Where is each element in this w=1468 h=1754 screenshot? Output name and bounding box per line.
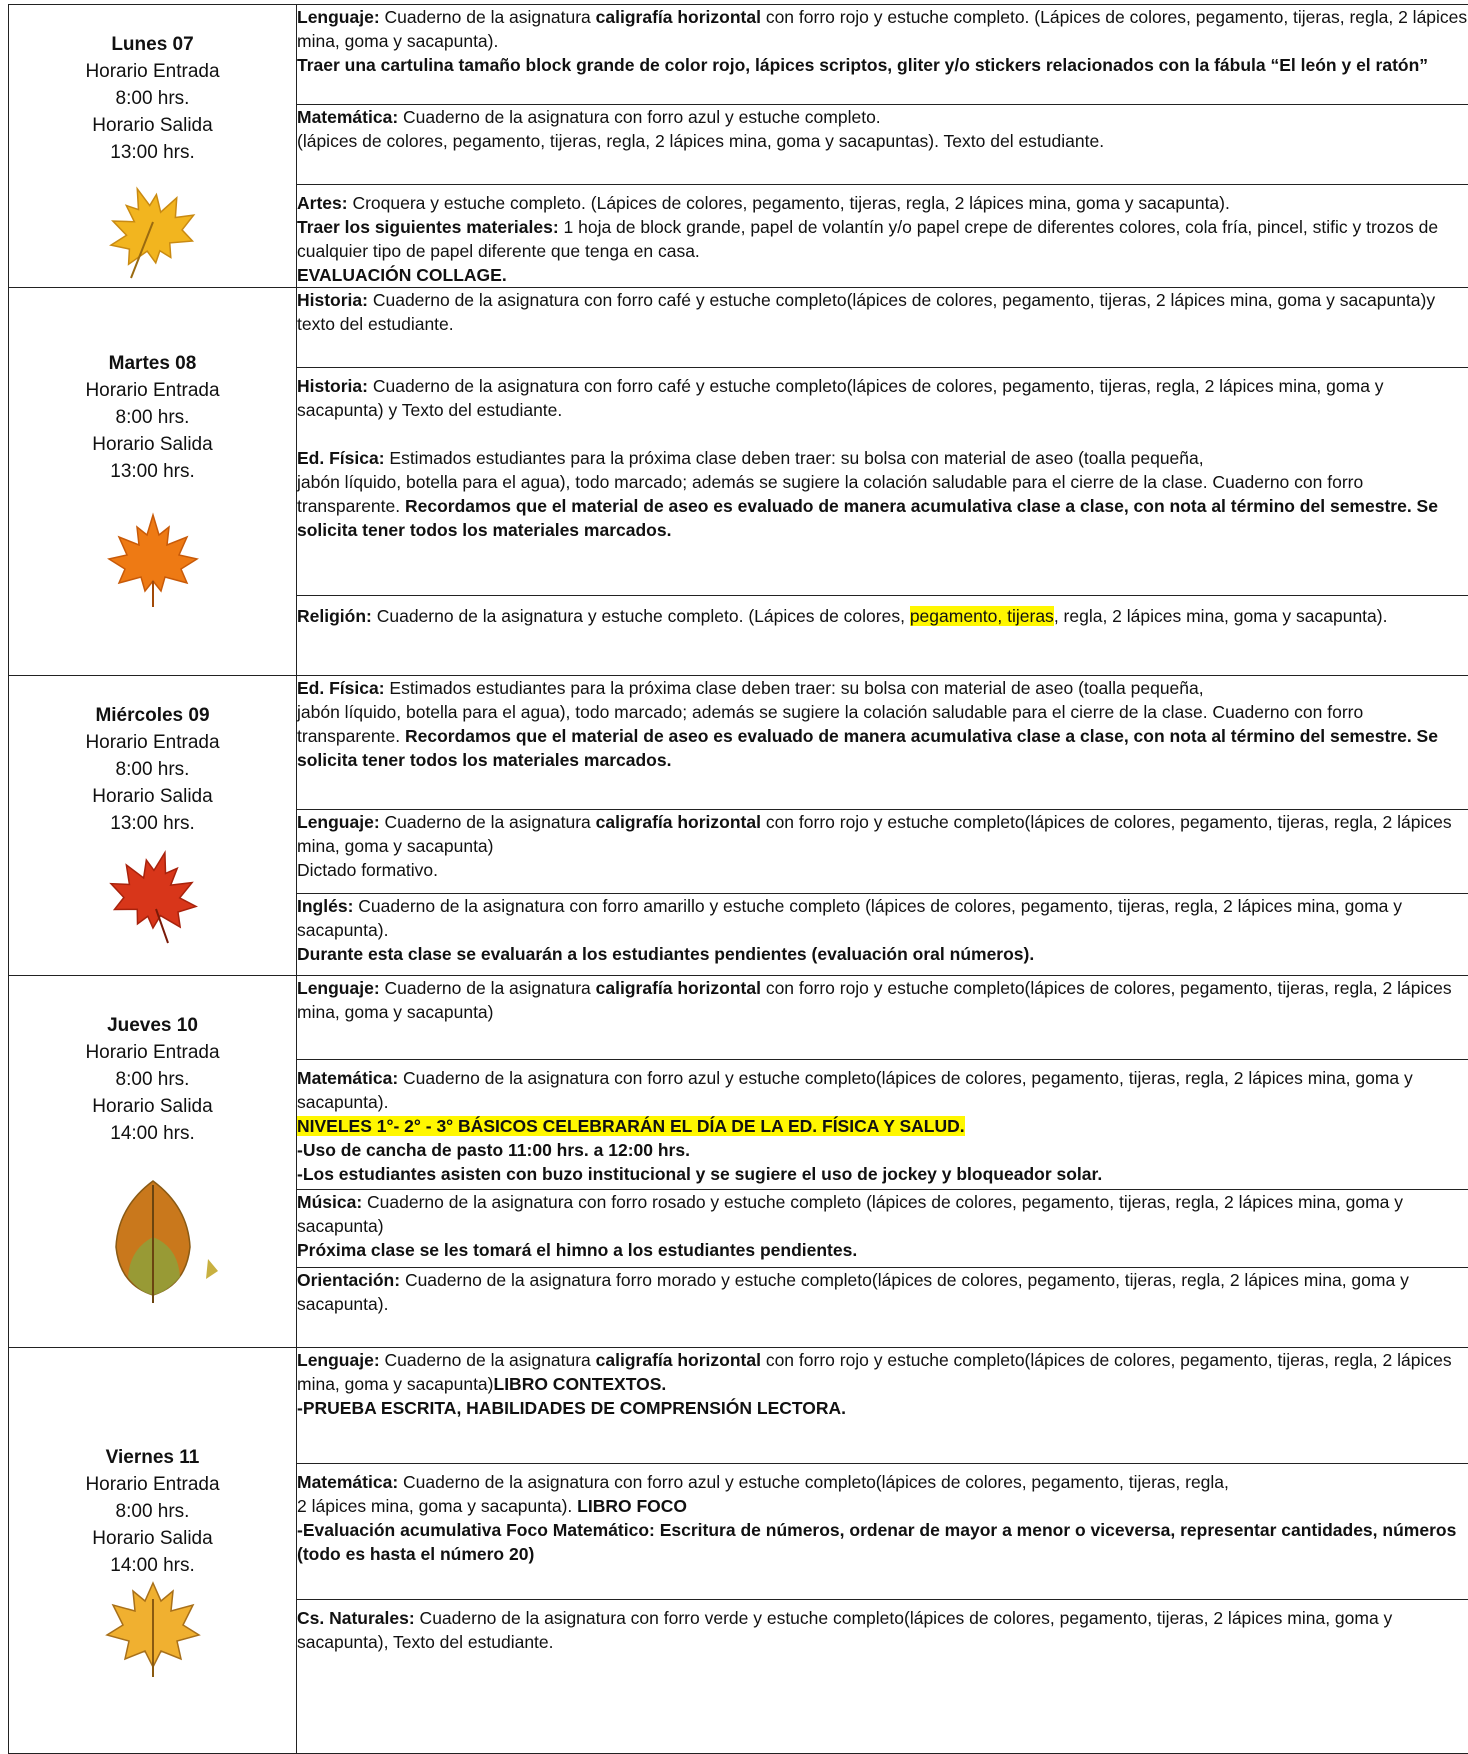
subject-ingles [297, 894, 1468, 976]
salida-time: 13:00 hrs. [110, 810, 195, 837]
subject-text: Cuaderno de la asignatura con forro azul y estuche completo. [398, 107, 881, 127]
entrada-label: Horario Entrada [85, 1039, 219, 1066]
subject-label: Lenguaje: [297, 978, 380, 998]
subject-label: Religión: [297, 606, 372, 626]
subject-text: con forro rojo y estuche completo(lápices de colores, pegamento, tijeras, regla, 2 lápices mina, goma y sacapunta) [297, 812, 1452, 856]
subject-text: Cuaderno de la asignatura [380, 978, 596, 998]
day-cell-miercoles [9, 676, 297, 976]
day-cell-jueves [9, 976, 297, 1348]
salida-time: 14:00 hrs. [110, 1552, 195, 1579]
subject-text: con forro rojo y estuche completo(lápices de colores, pegamento, tijeras, regla, 2 lápices mina, goma y sacapunta) [297, 978, 1452, 1022]
subject-matematica [297, 1464, 1468, 1600]
salida-time: 13:00 hrs. [110, 139, 195, 166]
subject-text: (lápices de colores, pegamento, tijeras, regla, 2 lápices mina, goma y sacapuntas). Texto del estudiante. [297, 129, 1468, 153]
day-name: Miércoles 09 [95, 702, 209, 729]
subject-text: Cuaderno de la asignatura con forro verde y estuche completo(lápices de colores, pegamento, tijeras, 2 lápices mina, goma y sacapunta), Texto del estudiante. [297, 1608, 1392, 1652]
subject-label: Lenguaje: [297, 7, 380, 27]
entrada-time: 8:00 hrs. [116, 404, 190, 431]
salida-label: Horario Salida [92, 431, 212, 458]
day-cell-lunes [9, 5, 297, 288]
salida-time: 14:00 hrs. [110, 1120, 195, 1147]
subject-label: Matemática: [297, 107, 398, 127]
entrada-label: Horario Entrada [85, 1471, 219, 1498]
subject-label: Traer los siguientes materiales: [297, 217, 559, 237]
subject-label: Inglés: [297, 896, 353, 916]
weekly-schedule-table [8, 4, 1468, 1754]
subject-text: Croquera y estuche completo. (Lápices de colores, pegamento, tijeras, regla, 2 lápices mina, goma y sacapunta). [348, 193, 1230, 213]
entrada-time: 8:00 hrs. [116, 1498, 190, 1525]
subject-text: con forro rojo y estuche completo. (Lápices de colores, pegamento, tijeras, regla, 2 lápices mina, goma y sacapunta). [297, 7, 1467, 51]
subject-text: Dictado formativo. [297, 858, 1468, 882]
subject-orientacion [297, 1268, 1468, 1348]
subject-historia-edfisica [297, 368, 1468, 596]
red-maple-leaf-icon [98, 847, 208, 947]
subject-religion [297, 596, 1468, 676]
day-name: Lunes 07 [111, 31, 193, 58]
salida-label: Horario Salida [92, 1525, 212, 1552]
subject-text: , regla, 2 lápices mina, goma y sacapunta). [1054, 606, 1388, 626]
subject-matematica [297, 1060, 1468, 1190]
subject-historia [297, 288, 1468, 368]
subject-cs-naturales [297, 1600, 1468, 1754]
subject-note: -Uso de cancha de pasto 11:00 hrs. a 12:00 hrs. [297, 1138, 1468, 1162]
entrada-label: Horario Entrada [85, 729, 219, 756]
subject-musica [297, 1190, 1468, 1268]
subject-lenguaje [297, 810, 1468, 894]
salida-label: Horario Salida [92, 112, 212, 139]
subject-text: Cuaderno de la asignatura [380, 812, 596, 832]
subject-text: 1 hoja de block grande, papel de volantín y/o papel crepe de diferentes colores, cola fría, pincel, stific y trozos de cualquier tipo de papel diferente que tenga en casa. [297, 217, 1438, 261]
subject-label: Ed. Física: [297, 448, 385, 468]
subject-text: Cuaderno de la asignatura [380, 1350, 596, 1370]
day-cell-viernes [9, 1348, 297, 1754]
subject-label: Matemática: [297, 1068, 398, 1088]
subject-note: -Los estudiantes asisten con buzo institucional y se sugiere el uso de jockey y bloqueador solar. [297, 1162, 1468, 1186]
subject-bold: caligrafía horizontal [596, 978, 761, 998]
entrada-label: Horario Entrada [85, 377, 219, 404]
subject-label: Historia: [297, 290, 368, 310]
day-name: Viernes 11 [106, 1444, 200, 1471]
subject-note: Recordamos que el material de aseo es evaluado de manera acumulativa clase a clase, con nota al término del semestre. Se solicita tener todos los materiales marcados. [297, 496, 1438, 540]
subject-label: Historia: [297, 376, 368, 396]
subject-note: Durante esta clase se evaluarán a los estudiantes pendientes (evaluación oral números). [297, 942, 1468, 966]
entrada-time: 8:00 hrs. [116, 1066, 190, 1093]
highlighted-announcement: NIVELES 1°- 2° - 3° BÁSICOS CELEBRARÁN EL DÍA DE LA ED. FÍSICA Y SALUD. [297, 1116, 965, 1136]
subject-text: Cuaderno de la asignatura con forro café y estuche completo(lápices de colores, pegamento, tijeras, 2 lápices mina, goma y sacapunta)y texto del estudiante. [297, 290, 1435, 334]
subject-bold: caligrafía horizontal [596, 1350, 761, 1370]
subject-text: Estimados estudiantes para la próxima clase deben traer: su bolsa con material de aseo (toalla pequeña, [385, 678, 1204, 698]
subject-text: Cuaderno de la asignatura con forro azul y estuche completo(lápices de colores, pegamento, tijeras, regla, [398, 1472, 1229, 1492]
subject-label: Cs. Naturales: [297, 1608, 415, 1628]
golden-leaf-icon [103, 1579, 203, 1679]
subject-note: EVALUACIÓN COLLAGE. [297, 263, 1468, 287]
subject-text: con forro rojo y estuche completo(lápices de colores, pegamento, tijeras, regla, 2 lápices mina, goma y sacapunta) [297, 1350, 1452, 1394]
subject-text: Cuaderno de la asignatura con forro azul y estuche completo(lápices de colores, pegamento, tijeras, regla, 2 lápices mina, goma y sacapunta). [297, 1068, 1413, 1112]
subject-lenguaje [297, 976, 1468, 1060]
day-cell-martes [9, 288, 297, 676]
subject-lenguaje [297, 5, 1468, 105]
subject-text: Cuaderno de la asignatura forro morado y estuche completo(lápices de colores, pegamento, tijeras, regla, 2 lápices mina, goma y sacapunta). [297, 1270, 1409, 1314]
subject-text: Cuaderno de la asignatura y estuche completo. (Lápices de colores, [372, 606, 910, 626]
subject-note: Recordamos que el material de aseo es evaluado de manera acumulativa clase a clase, con nota al término del semestre. Se solicita tener todos los materiales marcados. [297, 726, 1438, 770]
subject-note: -PRUEBA ESCRITA, HABILIDADES DE COMPRENSIÓN LECTORA. [297, 1396, 1468, 1420]
day-name: Martes 08 [109, 350, 197, 377]
day-name: Jueves 10 [107, 1012, 198, 1039]
subject-lenguaje [297, 1348, 1468, 1464]
subject-text: Cuaderno de la asignatura [380, 7, 596, 27]
subject-note: Traer una cartulina tamaño block grande de color rojo, lápices scriptos, gliter y/o stickers relacionados con la fábula “El león y el ratón” [297, 53, 1468, 77]
subject-label: Ed. Física: [297, 678, 385, 698]
highlighted-text: pegamento, tijeras [910, 606, 1054, 626]
subject-text: jabón líquido, botella para el agua), todo marcado; además se sugiere la colación saludable para el cierre de la clase. Cuaderno con forro transparente. [297, 702, 1363, 746]
subject-bold: caligrafía horizontal [596, 812, 761, 832]
subject-text: jabón líquido, botella para el agua), todo marcado; además se sugiere la colación saludable para el cierre de la clase. Cuaderno con forro transparente. [297, 472, 1363, 516]
subject-text: Cuaderno de la asignatura con forro amarillo y estuche completo (lápices de colores, pegamento, tijeras, regla, 2 lápices mina, goma y sacapunta). [297, 896, 1402, 940]
subject-text: 2 lápices mina, goma y sacapunta). [297, 1496, 577, 1516]
entrada-time: 8:00 hrs. [116, 85, 190, 112]
subject-artes [297, 185, 1468, 288]
subject-matematica [297, 105, 1468, 185]
subject-label: Orientación: [297, 1270, 400, 1290]
entrada-label: Horario Entrada [85, 58, 219, 85]
subject-label: Música: [297, 1192, 362, 1212]
subject-bold: caligrafía horizontal [596, 7, 761, 27]
autumn-leaf-icon [68, 1167, 238, 1307]
subject-text: Cuaderno de la asignatura con forro café y estuche completo(lápices de colores, pegamento, tijeras, regla, 2 lápices mina, goma y sacapunta) y Texto del estudiante. [297, 376, 1384, 420]
subject-text: Estimados estudiantes para la próxima clase deben traer: su bolsa con material de aseo (toalla pequeña, [385, 448, 1204, 468]
subject-bold: LIBRO FOCO [577, 1496, 687, 1516]
subject-note: Próxima clase se les tomará el himno a los estudiantes pendientes. [297, 1238, 1468, 1262]
subject-label: Matemática: [297, 1472, 398, 1492]
subject-note: -Evaluación acumulativa Foco Matemático: Escritura de números, ordenar de mayor a menor o viceversa, representar cantidades, números (todo es hasta el número 20) [297, 1518, 1468, 1566]
entrada-time: 8:00 hrs. [116, 756, 190, 783]
salida-time: 13:00 hrs. [110, 458, 195, 485]
yellow-maple-leaf-icon [103, 182, 203, 282]
subject-text: Cuaderno de la asignatura con forro rosado y estuche completo (lápices de colores, pegamento, tijeras, regla, 2 lápices mina, goma y sacapunta) [297, 1192, 1403, 1236]
subject-edfisica [297, 676, 1468, 810]
orange-maple-leaf-icon [103, 511, 203, 611]
subject-bold: LIBRO CONTEXTOS. [494, 1374, 667, 1394]
salida-label: Horario Salida [92, 783, 212, 810]
subject-label: Lenguaje: [297, 812, 380, 832]
subject-label: Lenguaje: [297, 1350, 380, 1370]
salida-label: Horario Salida [92, 1093, 212, 1120]
subject-label: Artes: [297, 193, 348, 213]
